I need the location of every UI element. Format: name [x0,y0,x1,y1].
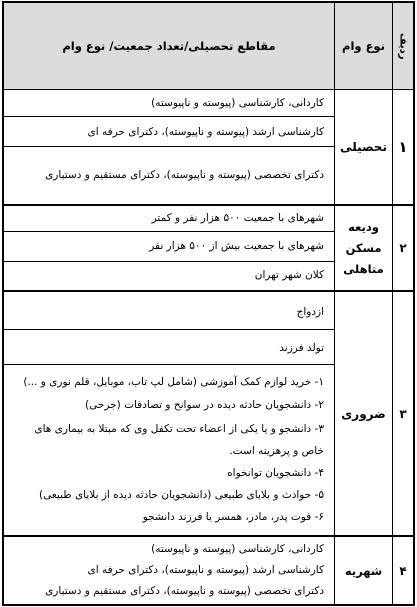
row2-sep-1 [4,231,334,232]
header-type-label: نوع وام [342,39,385,53]
row1-item-3: دکترای تخصصی (پیوسته و ناپیوسته)، دکترای مستقیم و دستیاری [45,169,324,181]
row4-item-1: کاردانی، کارشناسی (پیوسته و ناپیوسته) [151,543,324,555]
row2-number-text: ۲ [399,241,407,255]
table-border-left [2,1,4,606]
row3-list-2: ۲- دانشجویان حادثه دیده در سوانح و تصادفات (جرحی) [85,399,324,411]
row1-number-text: ۱ [398,138,408,156]
row3-list-5: ۵- حوادث و بلایای طبیعی (دانشجویان حادثه دیده از بلایای طبیعی) [39,489,324,501]
row2-item-3: کلان شهر تهران [254,269,324,281]
row1-item-2: کارشناسی ارشد (پیوسته و ناپیوسته)، دکترای حرفه ای [87,126,324,138]
row2-type-line-1: ودیعه [348,219,379,234]
row3-number-text: ۳ [399,406,407,421]
row1-type-text: تحصیلی [340,140,387,154]
row3-sep-1 [4,329,334,330]
row3-item-1: ازدواج [296,306,324,318]
header-row-label: ردیف [397,32,409,60]
row1-item-1: کاردانی، کارشناسی (پیوسته و ناپیوسته) [151,97,324,109]
row2-item-1: شهرهای با جمعیت ۵۰۰ هزار نفر و کمتر [151,212,324,224]
row4-type-text: شهریه [344,563,383,578]
header-type-cell [335,3,392,89]
row2-type-line-3: متاهلی [343,261,384,276]
row2-type [335,206,392,290]
row4-item-3: دکترای تخصصی (پیوسته و ناپیوسته)، دکترای مستقیم و دستیاری [45,585,324,597]
row3-type-text: ضروری [341,406,386,421]
row3-item-2: تولد فرزند [279,342,324,354]
row2-type-line-2: مسکن [345,240,382,255]
row1-sep-2 [4,146,334,147]
row3-number [393,292,413,535]
table-border-bottom [2,604,415,606]
row2-item-2: شهرهای با جمعیت بیش از ۵۰۰ هزار نفر [149,240,324,252]
header-desc-cell [4,3,334,89]
header-row-cell [393,3,413,89]
table-border-right [413,1,415,606]
row2-sep-2 [4,261,334,262]
row3-list-4: ۴- دانشجویان توانخواه [227,467,324,479]
row1-number [393,90,413,204]
row4-number-text: ۴ [399,563,407,578]
row3-list-6: ۶- فوت پدر، مادر، همسر یا فرزند دانشجو [142,511,324,523]
row1-sep-1 [4,116,334,117]
row3-list-3: ۳- دانشجو و یا یکی از اعضاء تحت تکفل وی که مبتلا به بیماری های خاص و پرهزینه است. [34,423,324,457]
row4-number [393,537,413,604]
row3-list-1: ۱- خرید لوازم کمک آموزشی (شامل لپ تاب، موبایل، قلم نوری و ...) [23,376,324,388]
row3-sep-2 [4,364,334,365]
row4-type [335,537,392,604]
row4-item-2: کارشناسی ارشد (پیوسته و ناپیوسته)، دکترای حرفه ای [87,564,324,576]
row2-number [393,206,413,290]
row1-type [335,90,392,204]
row3-type [335,292,392,535]
header-desc-label: مقاطع تحصیلی/تعداد جمعیت/ نوع وام [62,39,276,53]
